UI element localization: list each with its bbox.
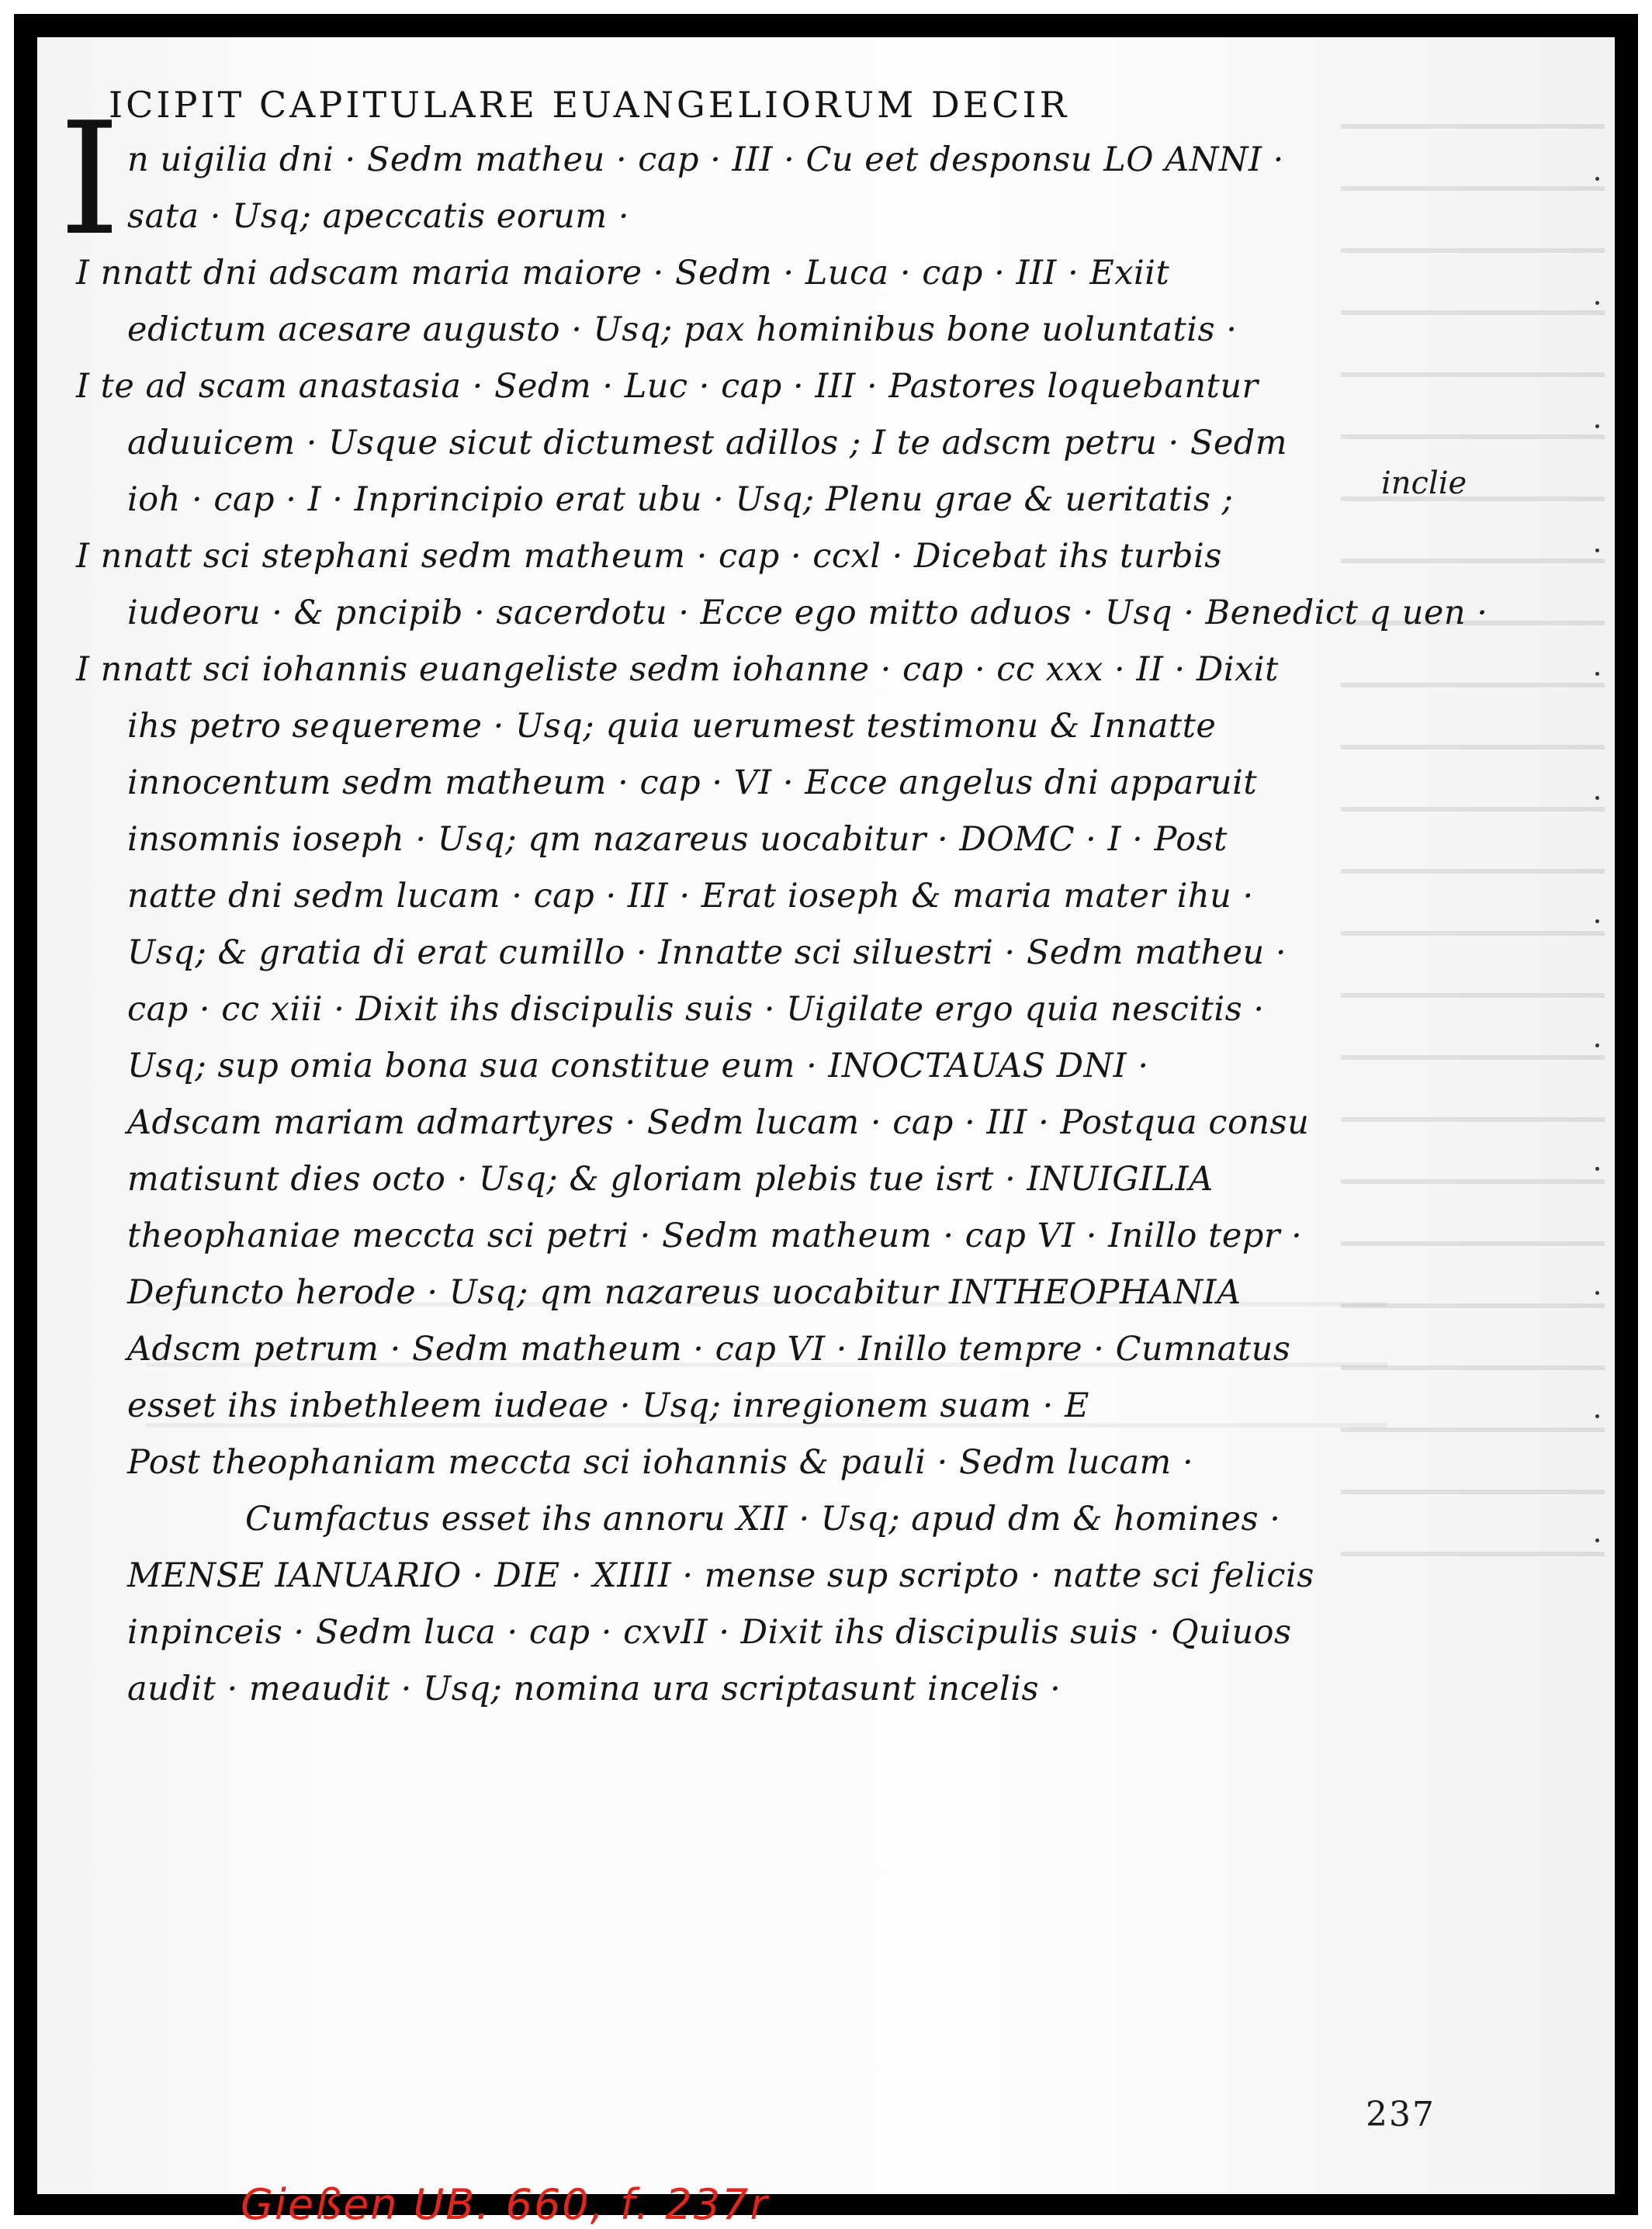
text-line: esset ihs inbethleem iudeae · Usq; inregionem suam · E — [127, 1386, 1089, 1425]
text-line: iudeoru · & pncipib · sacerdotu · Ecce ego mitto aduos · Usq · Benedict q uen · — [127, 594, 1488, 632]
text-line: MENSE IANUARIO · DIE · XIIII · mense sup scripto · natte sci felicis — [127, 1556, 1314, 1595]
text-line: Adscm petrum · Sedm matheum · cap VI · Inillo tempre · Cumnatus — [127, 1330, 1291, 1369]
text-line: Post theophaniam meccta sci iohannis & pauli · Sedm lucam · — [127, 1443, 1194, 1482]
margin-annotation: inclie — [1381, 466, 1467, 501]
prick-mark — [1595, 1414, 1599, 1418]
text-line: cap · cc xiii · Dixit ihs discipulis suis · Uigilate ergo quia nescitis · — [127, 990, 1265, 1029]
prick-mark — [1595, 1044, 1599, 1047]
text-line: n uigilia dni · Sedm matheu · cap · III · Cu eet desponsu LO ANNI · — [127, 140, 1284, 179]
prick-mark — [1595, 301, 1599, 305]
shelfmark-annotation: Gießen UB. 660, f. 237r — [241, 2180, 769, 2229]
text-line: I nnatt sci iohannis euangeliste sedm iohanne · cap · cc xxx · II · Dixit — [76, 650, 1279, 689]
ruling-prick-marks — [1595, 177, 1611, 1542]
prick-mark — [1595, 177, 1599, 181]
prick-mark — [1595, 549, 1599, 552]
text-line: I nnatt sci stephani sedm matheum · cap · ccxl · Dicebat ihs turbis — [76, 537, 1222, 576]
text-line: ICIPIT CAPITULARE EUANGELIORUM DECIR — [109, 84, 1070, 126]
text-line: Usq; & gratia di erat cumillo · Innatte sci siluestri · Sedm matheu · — [127, 933, 1287, 972]
text-line: innocentum sedm matheum · cap · VI · Ecce angelus dni apparuit — [127, 763, 1258, 802]
prick-mark — [1595, 424, 1599, 428]
text-line: inpinceis · Sedm luca · cap · cxvII · Dixit ihs discipulis suis · Quiuos — [127, 1613, 1292, 1652]
folio-number: 237 — [1366, 2095, 1436, 2134]
decorated-initial: I — [59, 89, 121, 270]
text-line: Cumfactus esset ihs annoru XII · Usq; apud dm & homines · — [245, 1500, 1281, 1538]
text-line: aduuicem · Usque sicut dictumest adillos ; I te adscm petru · Sedm — [127, 424, 1288, 462]
text-line: ihs petro sequereme · Usq; quia uerumest testimonu & Innatte — [127, 707, 1217, 746]
prick-mark — [1595, 1167, 1599, 1171]
text-line: insomnis ioseph · Usq; qm nazareus uocabitur · DOMC · I · Post — [127, 820, 1228, 859]
prick-mark — [1595, 796, 1599, 800]
text-line: edictum acesare augusto · Usq; pax hominibus bone uoluntatis · — [127, 310, 1238, 349]
text-line: ioh · cap · I · Inprincipio erat ubu · Usq; Plenu grae & ueritatis ; — [127, 480, 1234, 519]
prick-mark — [1595, 672, 1599, 676]
text-line: sata · Usq; apeccatis eorum · — [127, 197, 629, 236]
text-line: theophaniae meccta sci petri · Sedm matheum · cap VI · Inillo tepr · — [127, 1217, 1303, 1255]
prick-mark — [1595, 1291, 1599, 1295]
text-line: Defuncto herode · Usq; qm nazareus uocabitur INTHEOPHANIA — [127, 1273, 1242, 1312]
text-line: audit · meaudit · Usq; nomina ura scriptasunt incelis · — [127, 1670, 1062, 1708]
prick-mark — [1595, 1538, 1599, 1542]
text-line: natte dni sedm lucam · cap · III · Erat ioseph & maria mater ihu · — [127, 877, 1254, 915]
text-line: matisunt dies octo · Usq; & gloriam plebis tue isrt · INUIGILIA — [127, 1160, 1214, 1199]
prick-mark — [1595, 919, 1599, 923]
text-line: Adscam mariam admartyres · Sedm lucam · cap · III · Postqua consu — [127, 1103, 1310, 1142]
text-line: I te ad scam anastasia · Sedm · Luc · cap · III · Pastores loquebantur — [76, 367, 1259, 406]
text-line: Usq; sup omia bona sua constitue eum · INOCTAUAS DNI · — [127, 1047, 1149, 1085]
text-line: I nnatt dni adscam maria maiore · Sedm · Luca · cap · III · Exiit — [76, 254, 1170, 292]
